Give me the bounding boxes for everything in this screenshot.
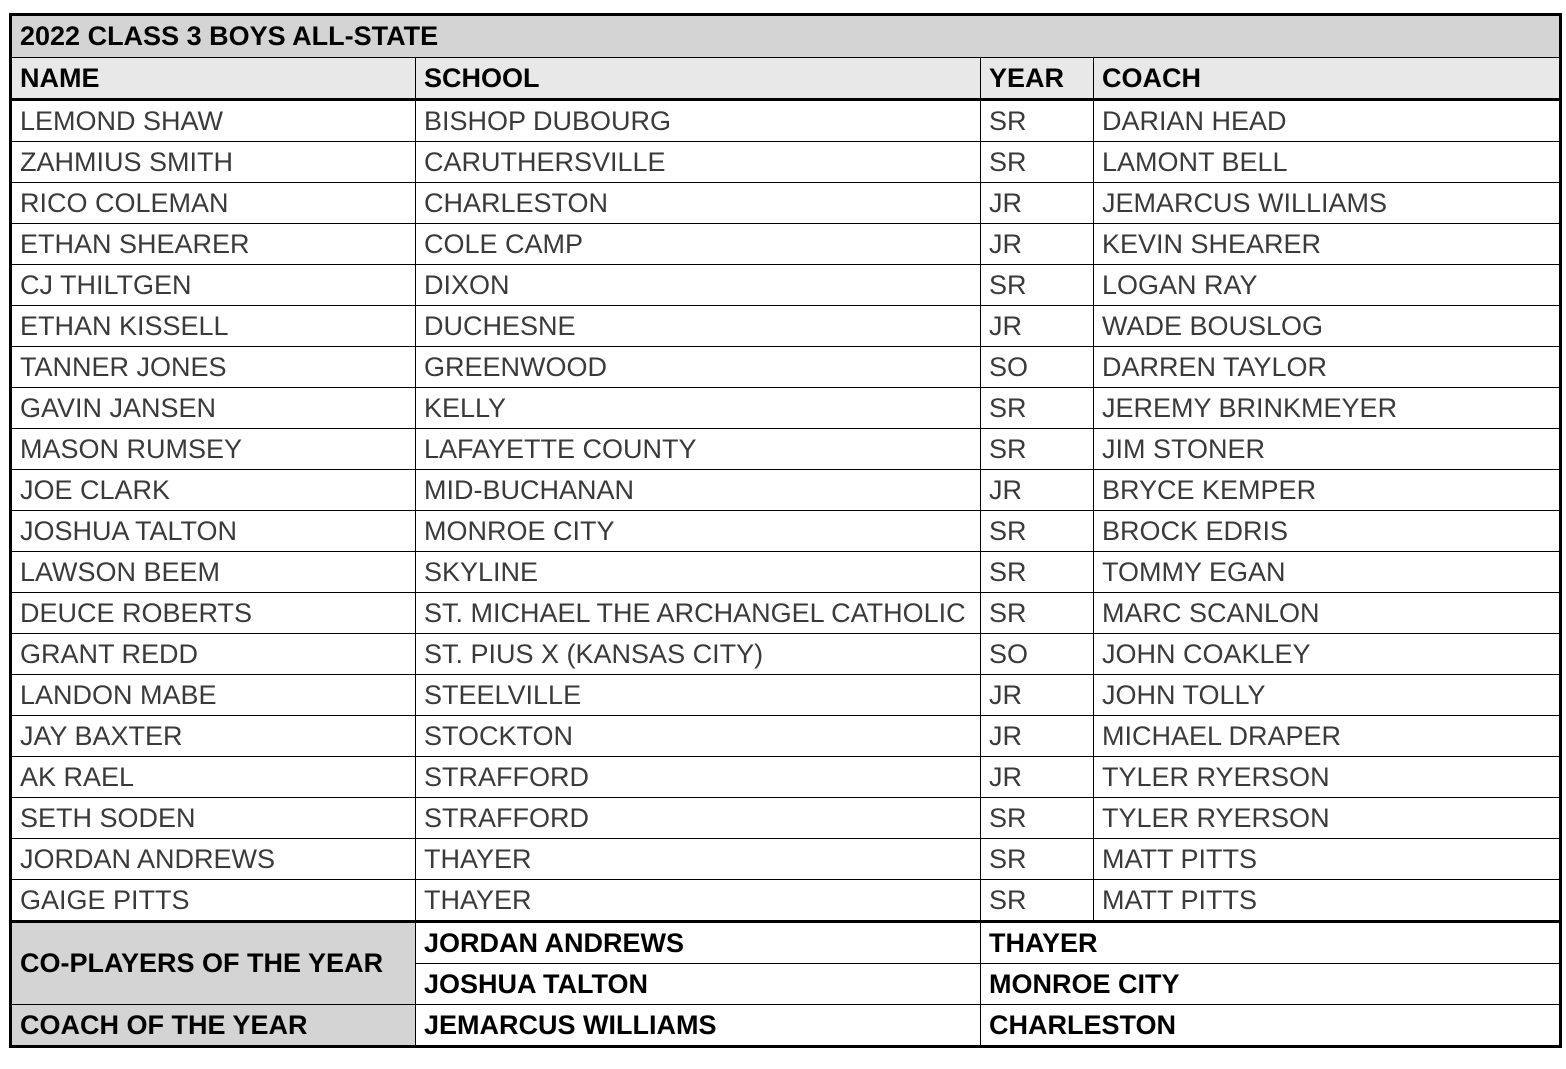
cell-coach: LOGAN RAY [1094, 265, 1561, 306]
table-row [11, 552, 1561, 593]
award-player-name: JOSHUA TALTON [416, 964, 981, 1005]
table-row [11, 675, 1561, 716]
cell-school: STRAFFORD [416, 757, 981, 798]
cell-school: MID-BUCHANAN [416, 470, 981, 511]
cell-coach: TYLER RYERSON [1094, 757, 1561, 798]
cell-coach: JEMARCUS WILLIAMS [1094, 183, 1561, 224]
table-row [11, 757, 1561, 798]
table-title: 2022 CLASS 3 BOYS ALL-STATE [11, 15, 1561, 58]
cell-name: LANDON MABE [11, 675, 416, 716]
cell-year: SR [981, 511, 1094, 552]
cell-coach: MATT PITTS [1094, 880, 1561, 922]
cell-name: GRANT REDD [11, 634, 416, 675]
header-row [11, 58, 1561, 100]
cell-year: JR [981, 470, 1094, 511]
cell-school: MONROE CITY [416, 511, 981, 552]
header-name: NAME [11, 58, 416, 100]
cell-name: ETHAN SHEARER [11, 224, 416, 265]
cell-coach: DARIAN HEAD [1094, 100, 1561, 142]
table-row [11, 880, 1561, 922]
cell-year: SR [981, 142, 1094, 183]
award-coach-school: CHARLESTON [981, 1005, 1561, 1047]
table-row [11, 142, 1561, 183]
cell-year: SO [981, 347, 1094, 388]
award-row-coach [11, 1005, 1561, 1047]
table-body [11, 15, 1561, 1047]
cell-school: ST. PIUS X (KANSAS CITY) [416, 634, 981, 675]
cell-school: ST. MICHAEL THE ARCHANGEL CATHOLIC [416, 593, 981, 634]
cell-coach: LAMONT BELL [1094, 142, 1561, 183]
header-school: SCHOOL [416, 58, 981, 100]
table-row [11, 593, 1561, 634]
award-coach-name: JEMARCUS WILLIAMS [416, 1005, 981, 1047]
cell-school: CHARLESTON [416, 183, 981, 224]
cell-year: JR [981, 757, 1094, 798]
cell-name: GAVIN JANSEN [11, 388, 416, 429]
table-row [11, 100, 1561, 142]
cell-school: BISHOP DUBOURG [416, 100, 981, 142]
table-row [11, 511, 1561, 552]
cell-school: GREENWOOD [416, 347, 981, 388]
cell-coach: JOHN COAKLEY [1094, 634, 1561, 675]
table-row [11, 634, 1561, 675]
cell-name: JORDAN ANDREWS [11, 839, 416, 880]
cell-year: SR [981, 552, 1094, 593]
table-row [11, 798, 1561, 839]
cell-name: JAY BAXTER [11, 716, 416, 757]
award-label-players: CO-PLAYERS OF THE YEAR [11, 922, 416, 1005]
cell-year: SR [981, 429, 1094, 470]
cell-school: STRAFFORD [416, 798, 981, 839]
cell-coach: MICHAEL DRAPER [1094, 716, 1561, 757]
cell-school: THAYER [416, 880, 981, 922]
cell-name: GAIGE PITTS [11, 880, 416, 922]
cell-name: RICO COLEMAN [11, 183, 416, 224]
cell-name: LEMOND SHAW [11, 100, 416, 142]
cell-name: TANNER JONES [11, 347, 416, 388]
cell-year: JR [981, 183, 1094, 224]
header-year: YEAR [981, 58, 1094, 100]
cell-year: SR [981, 593, 1094, 634]
table-row [11, 265, 1561, 306]
cell-year: SR [981, 798, 1094, 839]
cell-year: SR [981, 100, 1094, 142]
table-row [11, 470, 1561, 511]
cell-year: SR [981, 265, 1094, 306]
all-state-table [9, 13, 1562, 1048]
cell-year: JR [981, 306, 1094, 347]
cell-year: SR [981, 839, 1094, 880]
cell-year: JR [981, 224, 1094, 265]
cell-coach: JEREMY BRINKMEYER [1094, 388, 1561, 429]
cell-coach: KEVIN SHEARER [1094, 224, 1561, 265]
award-row-players-1 [11, 922, 1561, 964]
cell-year: SR [981, 880, 1094, 922]
table-row [11, 388, 1561, 429]
table-row [11, 839, 1561, 880]
cell-school: COLE CAMP [416, 224, 981, 265]
cell-name: ZAHMIUS SMITH [11, 142, 416, 183]
cell-year: SR [981, 388, 1094, 429]
cell-school: STEELVILLE [416, 675, 981, 716]
cell-coach: DARREN TAYLOR [1094, 347, 1561, 388]
award-player-school: MONROE CITY [981, 964, 1561, 1005]
cell-coach: MATT PITTS [1094, 839, 1561, 880]
cell-coach: BROCK EDRIS [1094, 511, 1561, 552]
cell-name: LAWSON BEEM [11, 552, 416, 593]
cell-school: CARUTHERSVILLE [416, 142, 981, 183]
cell-coach: BRYCE KEMPER [1094, 470, 1561, 511]
cell-year: JR [981, 675, 1094, 716]
cell-coach: TOMMY EGAN [1094, 552, 1561, 593]
cell-coach: TYLER RYERSON [1094, 798, 1561, 839]
cell-year: SO [981, 634, 1094, 675]
cell-school: KELLY [416, 388, 981, 429]
table-row [11, 347, 1561, 388]
cell-name: MASON RUMSEY [11, 429, 416, 470]
cell-school: THAYER [416, 839, 981, 880]
cell-school: SKYLINE [416, 552, 981, 593]
cell-coach: JOHN TOLLY [1094, 675, 1561, 716]
award-label-coach: COACH OF THE YEAR [11, 1005, 416, 1047]
table-row [11, 429, 1561, 470]
table-row [11, 224, 1561, 265]
award-player-school: THAYER [981, 922, 1561, 964]
cell-name: DEUCE ROBERTS [11, 593, 416, 634]
cell-school: DUCHESNE [416, 306, 981, 347]
cell-school: LAFAYETTE COUNTY [416, 429, 981, 470]
cell-school: DIXON [416, 265, 981, 306]
cell-coach: WADE BOUSLOG [1094, 306, 1561, 347]
award-player-name: JORDAN ANDREWS [416, 922, 981, 964]
table-row [11, 183, 1561, 224]
cell-name: AK RAEL [11, 757, 416, 798]
table-row [11, 716, 1561, 757]
cell-coach: JIM STONER [1094, 429, 1561, 470]
cell-school: STOCKTON [416, 716, 981, 757]
cell-coach: MARC SCANLON [1094, 593, 1561, 634]
cell-name: SETH SODEN [11, 798, 416, 839]
cell-year: JR [981, 716, 1094, 757]
header-coach: COACH [1094, 58, 1561, 100]
table-row [11, 306, 1561, 347]
title-row [11, 15, 1561, 58]
cell-name: JOE CLARK [11, 470, 416, 511]
cell-name: JOSHUA TALTON [11, 511, 416, 552]
cell-name: CJ THILTGEN [11, 265, 416, 306]
cell-name: ETHAN KISSELL [11, 306, 416, 347]
